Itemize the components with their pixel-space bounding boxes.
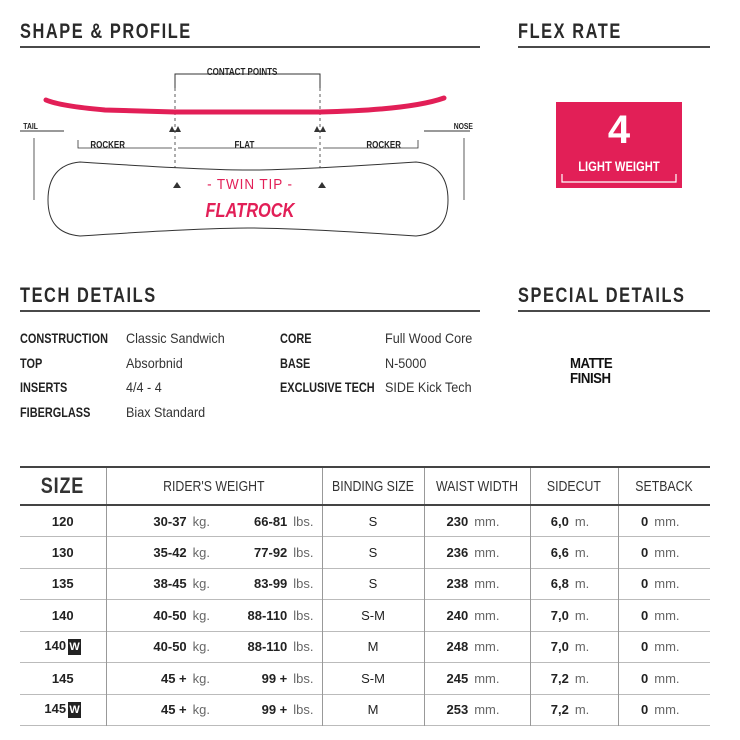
weight-kg-cell: 45 + kg. <box>106 694 218 726</box>
table-header-row <box>20 467 710 505</box>
contact-points-label: CONTACT POINTS <box>206 67 278 78</box>
table-row <box>20 505 710 537</box>
rocker-profile-line <box>46 98 444 112</box>
weight-lbs-cell: 88-110 lbs. <box>247 607 314 623</box>
weight-kg-cell: 40-50 kg. <box>106 600 218 632</box>
weight-lbs-cell: 99 + lbs. <box>261 670 314 686</box>
tech-key: EXCLUSIVE TECH <box>280 379 375 395</box>
tech-key: CONSTRUCTION <box>20 330 108 346</box>
binding-size-cell: S-M <box>322 663 424 695</box>
sidecut-cell: 6,0 m. <box>530 505 618 537</box>
waist-width-cell: 230 mm. <box>424 505 530 537</box>
nose-label: NOSE <box>453 122 473 131</box>
tech-value: Absorbnid <box>126 355 183 371</box>
rocker-left-label: ROCKER <box>90 140 126 151</box>
tech-key: TOP <box>20 355 43 371</box>
tech-value: N-5000 <box>385 355 427 371</box>
header-waist-width: WAIST WIDTH <box>424 467 530 505</box>
weight-kg-cell: 35-42 kg. <box>106 537 218 569</box>
header-setback: SETBACK <box>618 467 710 505</box>
tech-key: BASE <box>280 355 311 371</box>
weight-lbs-cell: 77-92 lbs. <box>254 544 314 560</box>
weight-kg-cell: 38-45 kg. <box>106 568 218 600</box>
profile-diagram <box>20 60 490 250</box>
model-name: FLATROCK <box>205 200 295 222</box>
setback-cell: 0 mm. <box>618 537 710 569</box>
table-body <box>20 505 710 726</box>
board-outline <box>48 162 448 236</box>
flex-rate-badge <box>556 102 682 188</box>
weight-kg-cell: 30-37 kg. <box>106 505 218 537</box>
setback-cell: 0 mm. <box>618 694 710 726</box>
tech-value: SIDE Kick Tech <box>385 379 472 395</box>
shape-name-label: - TWIN TIP - <box>207 176 293 193</box>
tech-value: 4/4 - 4 <box>126 379 162 395</box>
tech-key: INSERTS <box>20 379 68 395</box>
setback-cell: 0 mm. <box>618 505 710 537</box>
tech-value: Full Wood Core <box>385 330 473 346</box>
sidecut-cell: 6,8 m. <box>530 568 618 600</box>
table-row <box>20 694 710 726</box>
setback-cell: 0 mm. <box>618 568 710 600</box>
tech-value: Classic Sandwich <box>126 330 225 346</box>
binding-size-cell: S <box>322 537 424 569</box>
size-cell: 140 W <box>44 638 80 654</box>
table-row <box>20 600 710 632</box>
matte-finish-logo <box>570 356 634 390</box>
special-details-title: SPECIAL DETAILS <box>518 284 710 312</box>
table-row <box>20 537 710 569</box>
flex-bracket-icon <box>556 102 682 188</box>
setback-cell: 0 mm. <box>618 663 710 695</box>
rocker-right-label: ROCKER <box>366 140 402 151</box>
weight-kg-cell: 40-50 kg. <box>106 631 218 663</box>
waist-width-cell: 253 mm. <box>424 694 530 726</box>
table-row <box>20 663 710 695</box>
header-size: SIZE <box>41 473 85 498</box>
tech-key: FIBERGLASS <box>20 404 91 420</box>
binding-size-cell: M <box>322 694 424 726</box>
binding-size-cell: M <box>322 631 424 663</box>
weight-lbs-cell: 66-81 lbs. <box>254 513 314 529</box>
waist-width-cell: 248 mm. <box>424 631 530 663</box>
size-cell: 145 <box>51 670 74 686</box>
wide-badge: W <box>69 704 80 717</box>
weight-lbs-cell: 83-99 lbs. <box>254 576 314 592</box>
flat-label: FLAT <box>234 140 255 151</box>
tech-details-title: TECH DETAILS <box>20 284 480 312</box>
waist-width-cell: 245 mm. <box>424 663 530 695</box>
sidecut-cell: 7,2 m. <box>530 694 618 726</box>
size-cell: 130 <box>51 544 74 560</box>
table-row <box>20 568 710 600</box>
sidecut-cell: 7,0 m. <box>530 631 618 663</box>
binding-size-cell: S <box>322 568 424 600</box>
table-row <box>20 631 710 663</box>
size-cell: 145 W <box>44 701 80 717</box>
setback-cell: 0 mm. <box>618 631 710 663</box>
wide-badge: W <box>69 641 80 654</box>
header-sidecut: SIDECUT <box>530 467 618 505</box>
header-riders-weight: RIDER'S WEIGHT <box>106 467 322 505</box>
binding-size-cell: S <box>322 505 424 537</box>
shape-profile-title: SHAPE & PROFILE <box>20 20 480 48</box>
binding-size-cell: S-M <box>322 600 424 632</box>
flex-value: 4 <box>607 108 631 152</box>
waist-width-cell: 240 mm. <box>424 600 530 632</box>
sidecut-cell: 7,2 m. <box>530 663 618 695</box>
sidecut-cell: 7,0 m. <box>530 600 618 632</box>
size-cell: 140 <box>51 607 74 623</box>
matte-finish-line1: MATTE <box>570 355 613 372</box>
size-cell: 135 <box>51 576 74 592</box>
tail-label: TAIL <box>23 122 38 131</box>
size-cell: 120 <box>51 513 74 529</box>
waist-width-cell: 238 mm. <box>424 568 530 600</box>
sidecut-cell: 6,6 m. <box>530 537 618 569</box>
setback-cell: 0 mm. <box>618 600 710 632</box>
weight-lbs-cell: 88-110 lbs. <box>247 639 314 655</box>
weight-lbs-cell: 99 + lbs. <box>261 702 314 718</box>
tech-value: Biax Standard <box>126 404 206 420</box>
weight-kg-cell: 45 + kg. <box>106 663 218 695</box>
tech-key: CORE <box>280 330 312 346</box>
flex-rate-title: FLEX RATE <box>518 20 710 48</box>
size-spec-table <box>20 466 710 726</box>
waist-width-cell: 236 mm. <box>424 537 530 569</box>
flex-label: LIGHT WEIGHT <box>578 158 660 174</box>
matte-finish-line2: FINISH <box>570 370 611 387</box>
header-binding-size: BINDING SIZE <box>322 467 424 505</box>
